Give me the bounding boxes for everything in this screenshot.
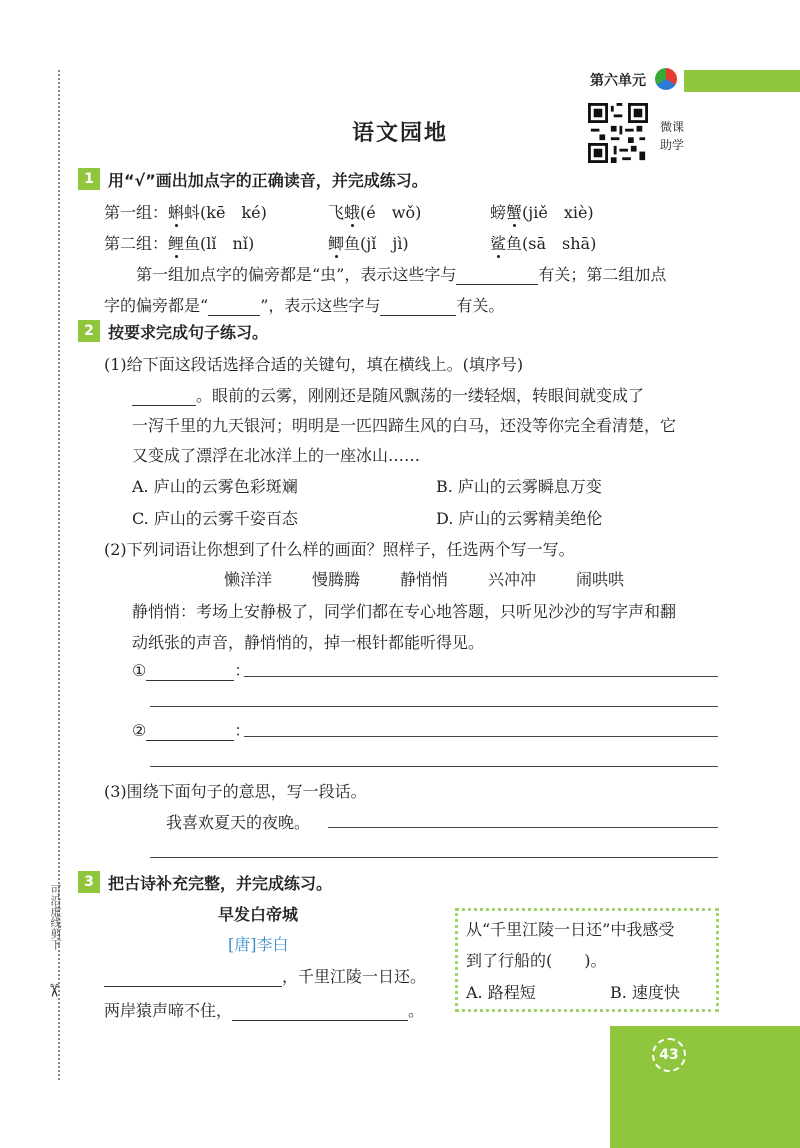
unit-ball-icon	[655, 68, 677, 90]
group-label: 第一组：	[104, 203, 169, 222]
passage-line-2: 一泻千里的九天银河；明明是一匹四蹄生风的白马，还没等你完全看清楚，它	[132, 416, 677, 435]
passage-line-3: 又变成了漂浮在北冰洋上的一座冰山……	[132, 446, 421, 465]
pinyin-choice[interactable]: (jiě xiè)	[522, 203, 594, 222]
qr-code-icon[interactable]	[588, 103, 648, 163]
qr-label: 微课助学	[660, 120, 685, 152]
answer-blank[interactable]	[232, 1002, 408, 1021]
answer-blank[interactable]	[104, 968, 282, 987]
answer-blank[interactable]	[132, 387, 196, 406]
q1-paragraph-line-1: 第一组加点字的偏旁都是“虫”，表示这些字与 有关；第二组加点	[136, 265, 667, 284]
writing-line[interactable]	[150, 706, 718, 707]
unit-bar	[684, 70, 800, 92]
box-option-a[interactable]: A. 路程短	[466, 983, 536, 1002]
word-mantengteng: 慢腾腾	[312, 570, 361, 589]
subquestion-2: (2)下列词语让你想到了什么样的画面？照样子，任选两个写一写。	[104, 540, 575, 559]
word-item: 鲫鱼(jǐ jì)	[328, 234, 409, 253]
subquestion-1: (1)给下面这段话选择合适的关键句，填在横线上。(填序号)	[104, 355, 524, 374]
word-item: 螃蟹(jiě xiè)	[490, 203, 594, 222]
answer-blank[interactable]	[208, 297, 260, 316]
page-number-band	[610, 1026, 800, 1148]
answer-blank[interactable]	[456, 266, 538, 285]
topic-sentence: 我喜欢夏天的夜晚。	[166, 813, 311, 832]
answer-blank[interactable]	[380, 297, 456, 316]
option-b[interactable]: B. 庐山的云雾瞬息万变	[436, 477, 602, 496]
unit-label: 第六单元	[590, 73, 646, 89]
pinyin-choice[interactable]: (jǐ jì)	[360, 234, 409, 253]
pinyin-choice[interactable]: (é wǒ)	[360, 203, 422, 222]
word-lanyangyang: 懒洋洋	[224, 570, 273, 589]
option-d[interactable]: D. 庐山的云雾精美绝伦	[436, 509, 603, 528]
question-title-3: 把古诗补充完整，并完成练习。	[108, 874, 333, 893]
pinyin-choice[interactable]: (sā shā)	[522, 234, 597, 253]
subquestion-3: (3)围绕下面句子的意思，写一段话。	[104, 782, 367, 801]
answer-row-1-label: ① ：	[132, 661, 251, 680]
passage-line-1: 。眼前的云雾，刚刚还是随风飘荡的一缕轻烟，转眼间就变成了	[132, 383, 644, 406]
poem-author: [唐]李白	[228, 935, 289, 954]
box-option-b[interactable]: B. 速度快	[610, 983, 680, 1002]
question-number-1: 1	[78, 168, 100, 190]
writing-line[interactable]	[150, 857, 718, 858]
q1-paragraph-line-2: 字的偏旁都是“ ”，表示这些字与 有关。	[104, 296, 505, 315]
option-c[interactable]: C. 庐山的云雾千姿百态	[132, 509, 298, 528]
example-line-2: 动纸张的声音，静悄悄的，掉一根针都能听得见。	[132, 633, 485, 652]
cut-hint: 可沿虚线剪下	[49, 884, 62, 950]
group-2-row	[104, 231, 254, 254]
word-jingqiaoqiao: 静悄悄	[400, 570, 449, 589]
scissors-icon: ✂	[43, 982, 65, 999]
example-line-1: 静悄悄：考场上安静极了，同学们都在专心地答题，只听见沙沙的写字声和翻	[132, 602, 677, 621]
pinyin-choice[interactable]: (kē ké)	[200, 203, 267, 222]
question-title-2: 按要求完成句子练习。	[108, 323, 269, 342]
page-number: 43	[652, 1038, 686, 1072]
writing-line[interactable]	[244, 736, 718, 737]
option-a[interactable]: A. 庐山的云雾色彩斑斓	[132, 477, 298, 496]
group-label: 第二组：	[104, 234, 169, 253]
word-item: 蝌蚪(kē ké)	[168, 203, 267, 222]
box-line-1: 从“千里江陵一日还”中我感受	[466, 920, 675, 939]
word-item: 鲨鱼(sā shā)	[490, 234, 597, 253]
writing-line[interactable]	[150, 766, 718, 767]
writing-line[interactable]	[244, 676, 718, 677]
answer-blank[interactable]	[146, 662, 234, 681]
question-title-1: 用“√”画出加点字的正确读音，并完成练习。	[108, 171, 428, 190]
question-number-3: 3	[78, 871, 100, 893]
pinyin-choice[interactable]: (lǐ nǐ)	[200, 234, 255, 253]
poem-line-2: 两岸猿声啼不住， 。	[104, 1001, 425, 1020]
poem-line-1: ，千里江陵一日还。	[104, 964, 426, 987]
answer-blank[interactable]	[146, 722, 234, 741]
word-xingchongchong: 兴冲冲	[488, 570, 537, 589]
word-item: 飞蛾(é wǒ)	[328, 203, 422, 222]
group-1-row	[104, 200, 267, 223]
writing-line[interactable]	[328, 827, 718, 828]
page-title: 语文园地	[351, 120, 448, 146]
question-number-2: 2	[78, 320, 100, 342]
answer-row-2-label: ② ：	[132, 721, 251, 740]
poem-title: 早发白帝城	[218, 905, 299, 924]
word-naohonghong: 闹哄哄	[576, 570, 625, 589]
box-line-2: 到了行船的( )。	[466, 951, 607, 970]
word-item: 鲤鱼(lǐ nǐ)	[168, 234, 255, 253]
